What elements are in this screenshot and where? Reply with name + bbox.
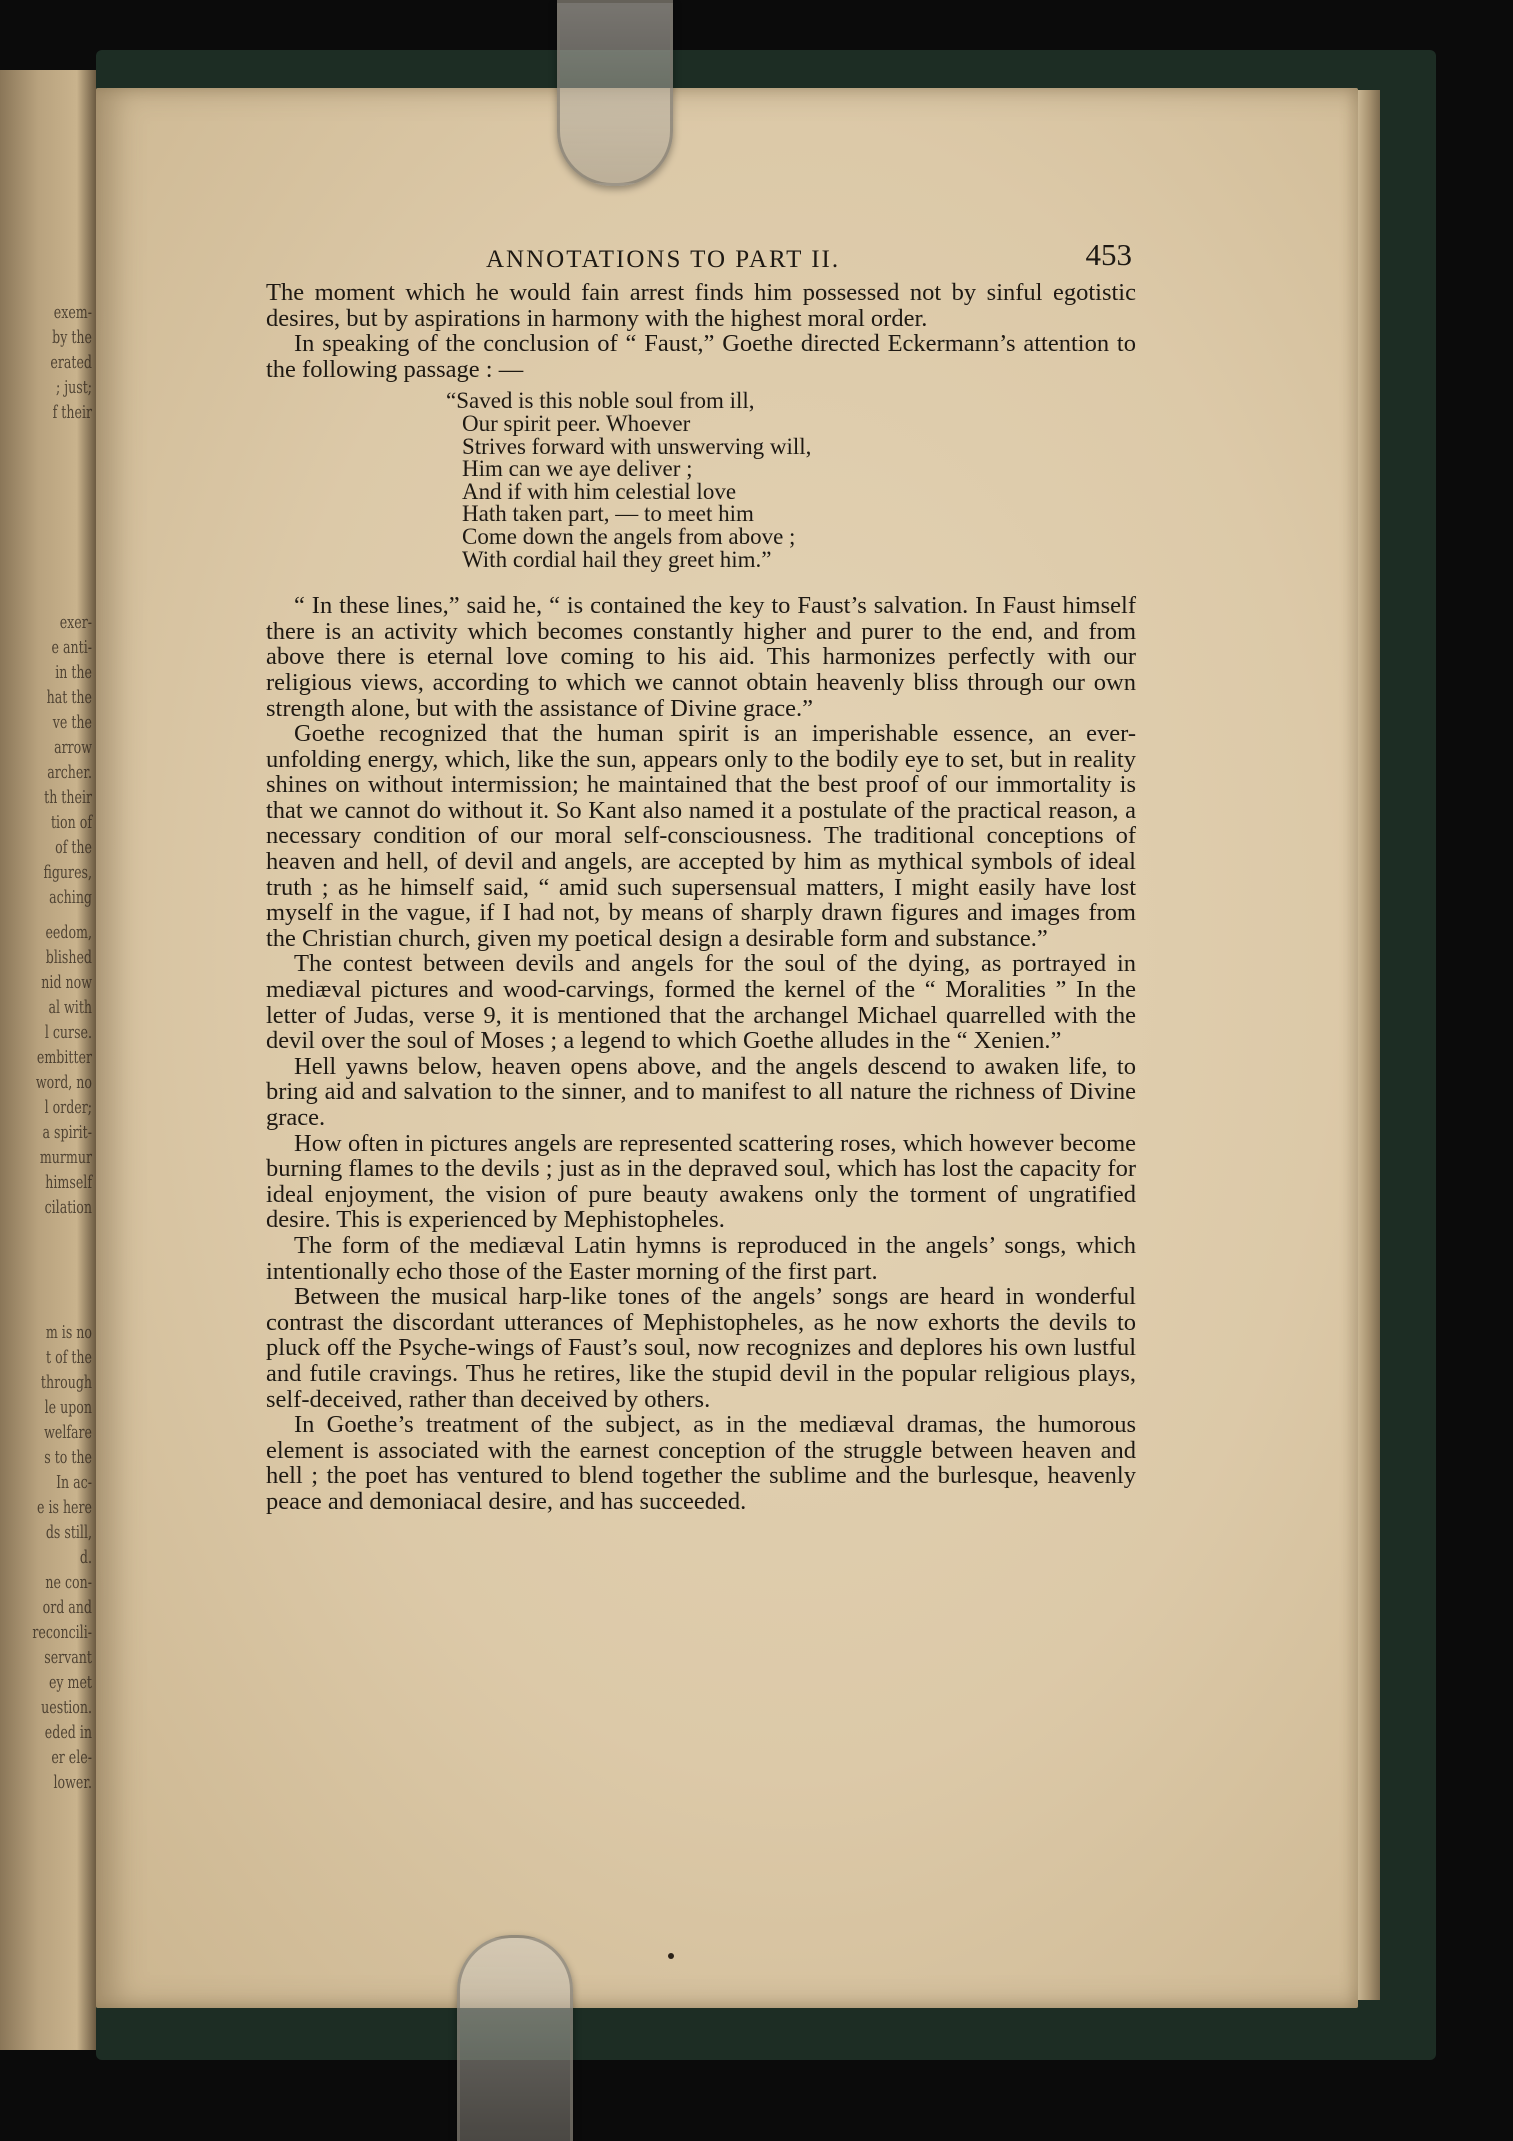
paragraph: The moment which he would fain arrest finds him possessed not by sinful egotistic desires, but by aspirations in harmony with the highest moral order. <box>266 279 1136 332</box>
paragraph: In speaking of the conclusion of “ Faust,” Goethe directed Eckermann’s attention to the following passage : — <box>266 330 1136 383</box>
verse-line: Come down the angels from above ; <box>462 523 796 549</box>
paragraph: The form of the mediæval Latin hymns is reproduced in the angels’ songs, which intentionally echo those of the Easter morning of the first part. <box>266 1231 1136 1285</box>
left-page-fragment: eedom, blished nid now al with l curse. embitter word, no l order; a spirit- murmur himself cilation <box>35 922 92 1218</box>
page-number: 453 <box>1085 237 1132 272</box>
top-page-clip <box>557 0 673 186</box>
page-speck <box>668 1953 674 1959</box>
paragraph: Between the musical harp-like tones of the angels’ songs are heard in wonderful contrast the discordant utterances of Mephistopheles, as he now exhorts the devils to pluck off the Psyche-wings of Faust’s soul, now recognizes and deplores his own lustful and futile cravings. Thus he retires, like the stupid devil in the popular religious plays, self-deceived, rather than deceived by others. <box>266 1283 1136 1413</box>
left-page-fragment: exem- by the erated ; just; f their <box>50 302 92 423</box>
quoted-verse <box>446 388 1136 572</box>
page-block-edge <box>1358 90 1380 2000</box>
body-text <box>266 280 1136 1515</box>
verse-line: With cordial hail they greet him.” <box>462 546 772 572</box>
paragraph: The contest between devils and angels for the soul of the dying, as portrayed in mediæval pictures and wood-carvings, formed the kernel of the “ Moralities ” In the letter of Judas, verse 9, it is mentioned that the archangel Michael quarrelled with the devil over the soul of Moses ; a legend to which Goethe alludes in the “ Xenien.” <box>266 950 1136 1055</box>
running-head <box>266 230 1136 280</box>
verse-line: “Saved is this noble soul from ill, <box>446 388 755 414</box>
bottom-page-clip <box>457 1935 573 2141</box>
verse-line: Hath taken part, — to meet him <box>462 501 754 527</box>
paragraph: Hell yawns below, heaven opens above, and the angels descend to awaken life, to bring aid and salvation to the sinner, and to manifest to all nature the richness of Divine grace. <box>266 1052 1136 1131</box>
left-page-fragment: exer- e anti- in the hat the ve the arrow archer. th their tion of of the figures, aching <box>43 612 92 908</box>
verse-line: And if with him celestial love <box>462 478 737 504</box>
verse-line: Strives forward with unswerving will, <box>462 433 812 459</box>
paragraph: How often in pictures angels are represented scattering roses, which however become burning flames to the devils ; just as in the depraved soul, which has lost the capacity for ideal enjoyment, the vision of pure beauty awakens only the torment of ungratified desire. This is experienced by Mephistopheles. <box>266 1129 1136 1234</box>
page-content <box>266 230 1136 1515</box>
previous-page-edge <box>0 70 96 2050</box>
paragraph: Goethe recognized that the human spirit is an imperishable essence, an ever-unfolding energy, which, like the sun, appears only to the bodily eye to set, but in reality shines on without intermission; he maintained that the best proof of our immortality is that we cannot do without it. So Kant also named it a postulate of the practical reason, a necessary condition of our moral self-consciousness. The traditional conceptions of heaven and hell, of devil and angels, are accepted by him as mythical symbols of ideal truth ; as he himself said, “ amid such supersensual matters, I might easily have lost myself in the vague, if I had not, by means of sharply drawn figures and images from the Christian church, given my poetical design a desirable form and substance.” <box>266 720 1136 952</box>
paragraph: In Goethe’s treatment of the subject, as in the mediæval dramas, the humorous element is associated with the earnest conception of the struggle between heaven and hell ; the poet has ventured to blend together the sublime and the burlesque, heavenly peace and demoniacal desire, and has succeeded. <box>266 1411 1136 1515</box>
verse-line: Our spirit peer. Whoever <box>462 410 691 436</box>
paragraph: “ In these lines,” said he, “ is contained the key to Faust’s salvation. In Faust himself there is an activity which becomes constantly higher and purer to the end, and from above there is eternal love coming to his aid. This harmonizes perfectly with our religious views, according to which we cannot obtain heavenly bliss through our own strength alone, but with the assistance of Divine grace.” <box>266 592 1136 722</box>
verse-line: Him can we aye deliver ; <box>462 456 693 482</box>
left-page-fragment: m is no t of the through le upon welfare s to the In ac- e is here ds still, d. ne con- ord and reconcili- servant ey met uestion. eded in er ele- lower. <box>32 1322 92 1793</box>
running-title: ANNOTATIONS TO PART II. <box>486 246 841 273</box>
